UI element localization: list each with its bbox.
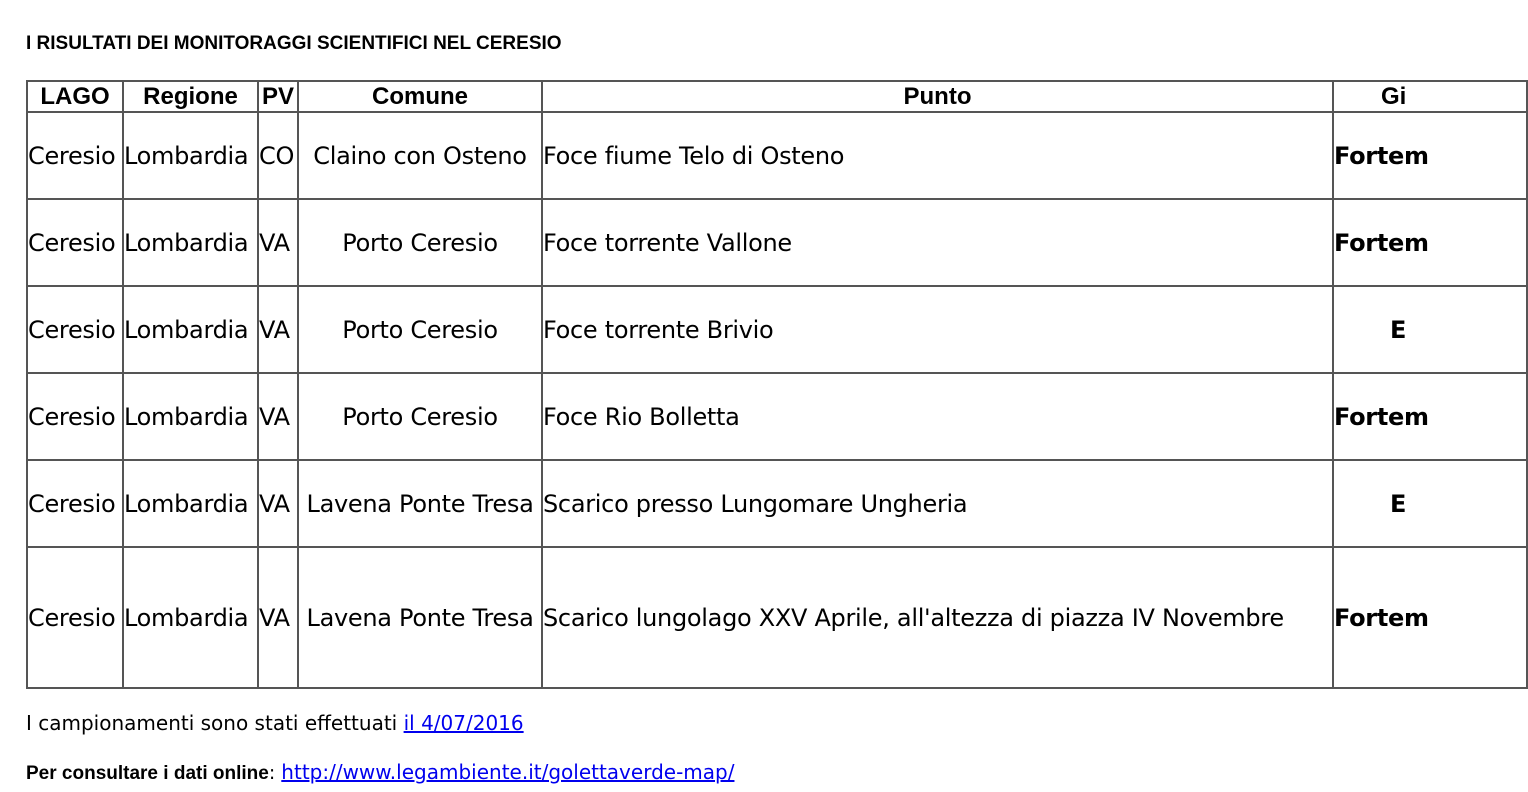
cell-punto: Foce Rio Bolletta (543, 374, 1334, 461)
cell-pv: VA (259, 287, 299, 374)
cell-lago: Ceresio (28, 200, 124, 287)
table-row (28, 548, 1528, 687)
cell-comune: Porto Ceresio (299, 374, 543, 461)
cell-punto: Scarico lungolago XXV Aprile, all'altezza di piazza IV Novembre (543, 548, 1334, 687)
cell-regione: Lombardia (124, 548, 259, 687)
cell-regione: Lombardia (124, 200, 259, 287)
header-giudizio: Gi (1334, 82, 1528, 113)
cell-giudizio: E (1334, 287, 1528, 374)
cell-comune: Claino con Osteno (299, 113, 543, 200)
sampling-note-text: I campionamenti sono stati effettuati (26, 711, 404, 735)
cell-giudizio: Fortem (1334, 374, 1528, 461)
table-header-row (28, 82, 1528, 113)
cell-pv: VA (259, 548, 299, 687)
cell-lago: Ceresio (28, 461, 124, 548)
table-row (28, 461, 1528, 548)
cell-punto: Scarico presso Lungomare Ungheria (543, 461, 1334, 548)
online-data-label: Per consultare i dati online (26, 763, 269, 784)
results-table (26, 80, 1528, 689)
table-row (28, 374, 1528, 461)
header-comune: Comune (299, 82, 543, 113)
header-regione: Regione (124, 82, 259, 113)
cell-pv: CO (259, 113, 299, 200)
cell-comune: Lavena Ponte Tresa (299, 461, 543, 548)
sampling-date-link[interactable]: il 4/07/2016 (403, 711, 524, 735)
cell-lago: Ceresio (28, 113, 124, 200)
cell-regione: Lombardia (124, 461, 259, 548)
cell-giudizio: Fortem (1334, 200, 1528, 287)
table-row (28, 113, 1528, 200)
cell-punto: Foce torrente Brivio (543, 287, 1334, 374)
cell-pv: VA (259, 374, 299, 461)
cell-lago: Ceresio (28, 548, 124, 687)
cell-regione: Lombardia (124, 374, 259, 461)
online-data-line (26, 760, 734, 785)
cell-comune: Porto Ceresio (299, 200, 543, 287)
cell-regione: Lombardia (124, 113, 259, 200)
cell-lago: Ceresio (28, 374, 124, 461)
header-lago: LAGO (28, 82, 124, 113)
cell-regione: Lombardia (124, 287, 259, 374)
table-row (28, 200, 1528, 287)
cell-giudizio: Fortem (1334, 113, 1528, 200)
table-row (28, 287, 1528, 374)
header-pv: PV (259, 82, 299, 113)
cell-lago: Ceresio (28, 287, 124, 374)
cell-punto: Foce torrente Vallone (543, 200, 1334, 287)
results-table-container (26, 80, 1429, 690)
page-title: I RISULTATI DEI MONITORAGGI SCIENTIFICI NEL CERESIO (26, 33, 562, 54)
golettaverde-map-link[interactable]: http://www.legambiente.it/golettaverde-map/ (281, 760, 735, 784)
cell-punto: Foce fiume Telo di Osteno (543, 113, 1334, 200)
cell-comune: Porto Ceresio (299, 287, 543, 374)
sampling-note (26, 711, 524, 735)
cell-giudizio: E (1334, 461, 1528, 548)
cell-pv: VA (259, 200, 299, 287)
cell-giudizio: Fortem (1334, 548, 1528, 687)
cell-comune: Lavena Ponte Tresa (299, 548, 543, 687)
online-data-separator: : (268, 762, 282, 784)
header-punto: Punto (543, 82, 1334, 113)
cell-pv: VA (259, 461, 299, 548)
